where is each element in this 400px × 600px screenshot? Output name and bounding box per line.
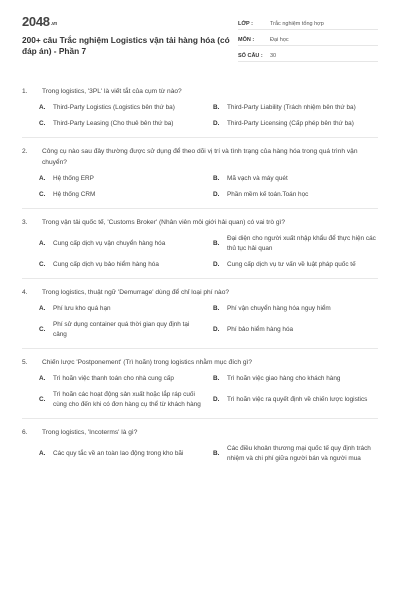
meta-value: Trắc nghiệm tổng hợp xyxy=(270,21,324,27)
answer-option[interactable] xyxy=(39,320,209,340)
option-letter: D. xyxy=(213,261,220,268)
question-header xyxy=(22,146,378,168)
answer-option[interactable] xyxy=(213,320,383,340)
option-text: Trì hoãn việc thanh toán cho nhà cung cấp xyxy=(53,375,174,382)
answer-option[interactable] xyxy=(39,190,209,200)
answer-option[interactable] xyxy=(39,103,209,113)
question-item xyxy=(22,287,378,349)
option-letter: D. xyxy=(213,120,220,127)
logo-text: 2048 xyxy=(22,14,50,29)
option-text: Hệ thống CRM xyxy=(53,191,96,198)
option-letter: C. xyxy=(39,261,46,268)
option-letter: A. xyxy=(39,104,46,111)
meta-row xyxy=(238,46,378,62)
site-logo[interactable] xyxy=(22,14,232,29)
option-letter: C. xyxy=(39,326,46,333)
option-letter: A. xyxy=(39,375,46,382)
logo-suffix: .vn xyxy=(50,21,58,27)
question-header xyxy=(22,287,378,298)
option-letter: B. xyxy=(213,305,220,312)
meta-row xyxy=(238,30,378,46)
option-text: Third-Party Leasing (Cho thuê bên thứ ba) xyxy=(53,120,174,127)
answer-option[interactable] xyxy=(213,374,383,384)
question-text: Chiến lược 'Postponement' (Trì hoãn) trong logistics nhằm mục đích gì? xyxy=(42,359,253,366)
question-item xyxy=(22,357,378,419)
option-text: Mã vạch và máy quét xyxy=(227,175,288,182)
option-text: Phí vận chuyển hàng hóa nguy hiểm xyxy=(227,305,331,312)
option-letter: B. xyxy=(213,375,220,382)
option-text: Cung cấp dịch vụ bảo hiểm hàng hóa xyxy=(53,261,159,268)
answer-option[interactable] xyxy=(39,174,209,184)
answer-option[interactable] xyxy=(39,260,209,270)
answer-option[interactable] xyxy=(39,390,209,410)
option-letter: A. xyxy=(39,305,46,312)
option-text: Hệ thống ERP xyxy=(53,175,94,182)
option-grid xyxy=(22,103,378,129)
question-divider xyxy=(22,137,378,138)
option-text: Third-Party Licensing (Cấp phép bên thứ ba) xyxy=(227,120,354,127)
meta-row xyxy=(238,14,378,30)
question-text: Trong logistics, 'Incoterms' là gì? xyxy=(42,429,138,436)
option-text: Cung cấp dịch vụ vận chuyển hàng hóa xyxy=(53,240,166,247)
answer-option[interactable] xyxy=(213,444,383,464)
question-divider xyxy=(22,348,378,349)
question-number: 1. xyxy=(22,88,28,95)
question-text: Trong logistics, '3PL' là viết tắt của cụm từ nào? xyxy=(42,88,182,95)
option-text: Các điều khoản thương mại quốc tế quy định trách nhiệm và chi phí giữa người bán và người mua xyxy=(227,445,371,462)
option-letter: B. xyxy=(213,104,220,111)
option-text: Phí bảo hiểm hàng hóa xyxy=(227,326,294,333)
option-text: Phần mềm kế toán.Toán học xyxy=(227,191,309,198)
question-header xyxy=(22,427,378,438)
document-header xyxy=(22,14,378,80)
question-divider xyxy=(22,208,378,209)
question-text: Trong logistics, thuật ngữ 'Demurrage' dùng để chỉ loại phí nào? xyxy=(42,289,230,296)
option-text: Phí sử dụng container quá thời gian quy định tại cảng xyxy=(53,321,190,338)
question-list xyxy=(22,86,378,464)
question-divider xyxy=(22,278,378,279)
meta-key: LỚP : xyxy=(238,21,253,27)
option-letter: D. xyxy=(213,326,220,333)
answer-option[interactable] xyxy=(213,234,383,254)
answer-option[interactable] xyxy=(213,190,383,200)
option-text: Cung cấp dịch vụ tư vấn về luật pháp quốc tế xyxy=(227,261,356,268)
answer-option[interactable] xyxy=(39,234,209,254)
option-text: Third-Party Logistics (Logistics bên thứ ba) xyxy=(53,104,175,111)
option-letter: C. xyxy=(39,396,46,403)
question-number: 4. xyxy=(22,289,28,296)
question-divider xyxy=(22,418,378,419)
option-grid xyxy=(22,374,378,410)
option-text: Trì hoãn các hoạt động sản xuất hoặc lắp ráp cuối cùng cho đến khi có đơn hàng cụ thể từ khách hàng xyxy=(53,391,201,408)
option-letter: C. xyxy=(39,191,46,198)
question-number: 3. xyxy=(22,219,28,226)
question-header xyxy=(22,86,378,97)
option-letter: A. xyxy=(39,240,46,247)
answer-option[interactable] xyxy=(39,374,209,384)
option-text: Trì hoãn việc giao hàng cho khách hàng xyxy=(227,375,341,382)
answer-option[interactable] xyxy=(213,304,383,314)
option-text: Các quy tắc về an toàn lao động trong kho bãi xyxy=(53,450,184,457)
option-letter: B. xyxy=(213,240,220,247)
question-number: 6. xyxy=(22,429,28,436)
meta-value: 30 xyxy=(270,53,277,59)
meta-value: Đại học xyxy=(270,37,289,43)
option-text: Third-Party Liability (Trách nhiệm bên thứ ba) xyxy=(227,104,356,111)
option-letter: B. xyxy=(213,450,220,457)
answer-option[interactable] xyxy=(39,304,209,314)
question-text: Trong vận tải quốc tế, 'Customs Broker' (Nhân viên môi giới hải quan) có vai trò gì? xyxy=(42,219,285,226)
header-left xyxy=(22,14,232,80)
answer-option[interactable] xyxy=(213,390,383,410)
question-item xyxy=(22,217,378,279)
answer-option[interactable] xyxy=(39,444,209,464)
document-title: 200+ câu Trắc nghiệm Logistics vận tải hàng hóa (có đáp án) - Phần 7 xyxy=(22,35,230,56)
question-item xyxy=(22,146,378,209)
option-grid xyxy=(22,304,378,340)
question-number: 2. xyxy=(22,148,28,155)
question-header xyxy=(22,217,378,228)
option-letter: C. xyxy=(39,120,46,127)
option-letter: D. xyxy=(213,396,220,403)
answer-option[interactable] xyxy=(213,119,383,129)
question-text: Công cụ nào sau đây thường được sử dụng để theo dõi vị trí và tình trạng của hàng hóa trong quá trình vận chuyển? xyxy=(42,148,358,166)
question-item xyxy=(22,427,378,464)
meta-table xyxy=(238,14,378,80)
answer-option[interactable] xyxy=(39,119,209,129)
option-letter: B. xyxy=(213,175,220,182)
option-text: Trì hoãn việc ra quyết định về chiến lược logistics xyxy=(227,396,368,403)
option-text: Đại diện cho người xuất nhập khẩu để thực hiện các thủ tục hải quan xyxy=(227,235,376,252)
meta-key: SỐ CÂU : xyxy=(238,53,263,59)
option-text: Phí lưu kho quá hạn xyxy=(53,305,111,312)
answer-option[interactable] xyxy=(213,260,383,270)
option-letter: D. xyxy=(213,191,220,198)
option-grid xyxy=(22,234,378,270)
question-item xyxy=(22,86,378,138)
question-number: 5. xyxy=(22,359,28,366)
option-letter: A. xyxy=(39,175,46,182)
option-grid xyxy=(22,174,378,200)
meta-key: MÔN : xyxy=(238,37,255,43)
question-header xyxy=(22,357,378,368)
option-letter: A. xyxy=(39,450,46,457)
answer-option[interactable] xyxy=(213,174,383,184)
option-grid xyxy=(22,444,378,464)
answer-option[interactable] xyxy=(213,103,383,113)
